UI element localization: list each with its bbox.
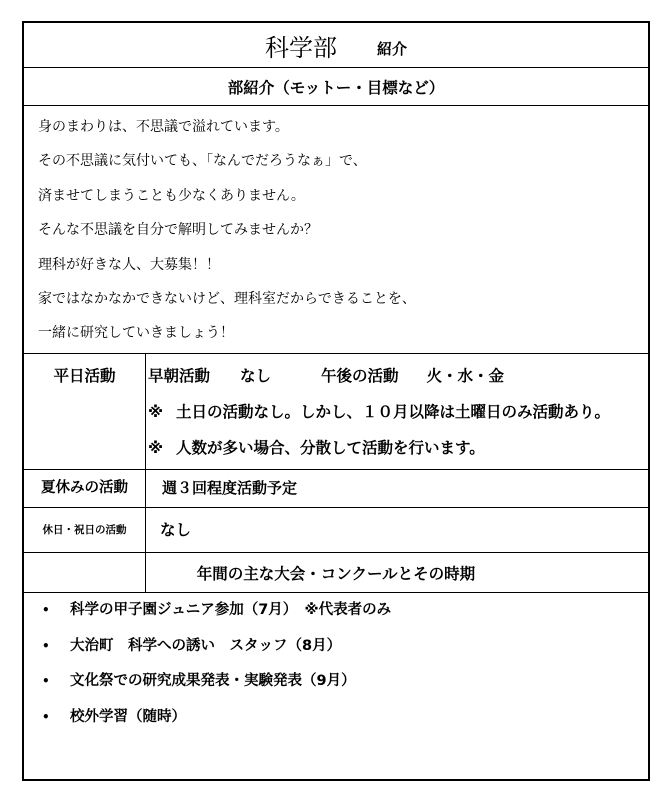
title-row: [24, 23, 648, 67]
note-text: 人数が多い場合、分散して活動を行います。: [176, 439, 485, 457]
intro-line: その不思議に気付いても、「なんでだろうなぁ」で、: [38, 153, 367, 170]
weekday-schedule: [148, 358, 610, 394]
event-text: 科学の甲子園ジュニア参加（7月） ※代表者のみ: [70, 602, 392, 618]
summer-label: 夏休みの活動: [41, 480, 128, 496]
weekday-note: [148, 430, 610, 466]
event-text: 大治町 科学への誘い スタッフ（8月）: [70, 637, 342, 654]
title-suffix: 紹介: [376, 39, 407, 58]
bullet: •: [42, 638, 50, 653]
events-heading: 年間の主な大会・コンクールとその時期: [196, 564, 476, 583]
note-text: 土日の活動なし。しかし、１０月以降は土曜日のみ活動あり。: [176, 403, 611, 421]
list-item: [42, 664, 666, 700]
afternoon-label: 午後の活動: [321, 367, 399, 385]
club-intro-sheet: [22, 21, 650, 781]
bullet: •: [42, 603, 50, 617]
intro-line: 理科が好きな人、大募集！！: [38, 256, 220, 273]
club-name: 科学部: [264, 33, 337, 62]
list-item: [42, 629, 666, 665]
intro-line: 身のまわりは、不思議で溢れています。: [38, 119, 289, 135]
holiday-label: 休日・祝日の活動: [42, 524, 127, 536]
bullet: •: [42, 709, 50, 724]
intro-line: そんな不思議を自分で解明してみませんか？: [38, 222, 318, 239]
note-mark: ※: [148, 403, 164, 421]
morning-value: なし: [240, 367, 272, 385]
weekday-label: 平日活動: [53, 367, 116, 385]
intro-line: 家ではなかなかできないけど、理科室だからできることを、: [38, 290, 416, 307]
event-text: 校外学習（随時）: [70, 708, 186, 725]
weekday-note: [148, 394, 610, 430]
note-mark: ※: [148, 439, 164, 457]
list-item: [42, 700, 666, 736]
divider: [24, 353, 648, 354]
morning-label: 早朝活動: [148, 367, 211, 385]
weekday-activities: [148, 358, 610, 466]
events-list: [42, 593, 666, 735]
afternoon-value: 火・水・金: [426, 367, 505, 385]
intro-line: 済ませてしまうことも少なくありません。: [38, 187, 305, 204]
intro-heading: 部紹介（モットー・目標など）: [227, 78, 445, 97]
list-item: [42, 593, 666, 629]
intro-text: [24, 106, 648, 351]
summer-value: 週３回程度活動予定: [162, 479, 298, 497]
holiday-value: なし: [160, 521, 192, 539]
event-text: 文化祭での研究成果発表・実験発表（9月）: [70, 673, 356, 689]
bullet: •: [42, 674, 50, 688]
intro-line: 一緒に研究していきましょう！: [38, 325, 234, 342]
